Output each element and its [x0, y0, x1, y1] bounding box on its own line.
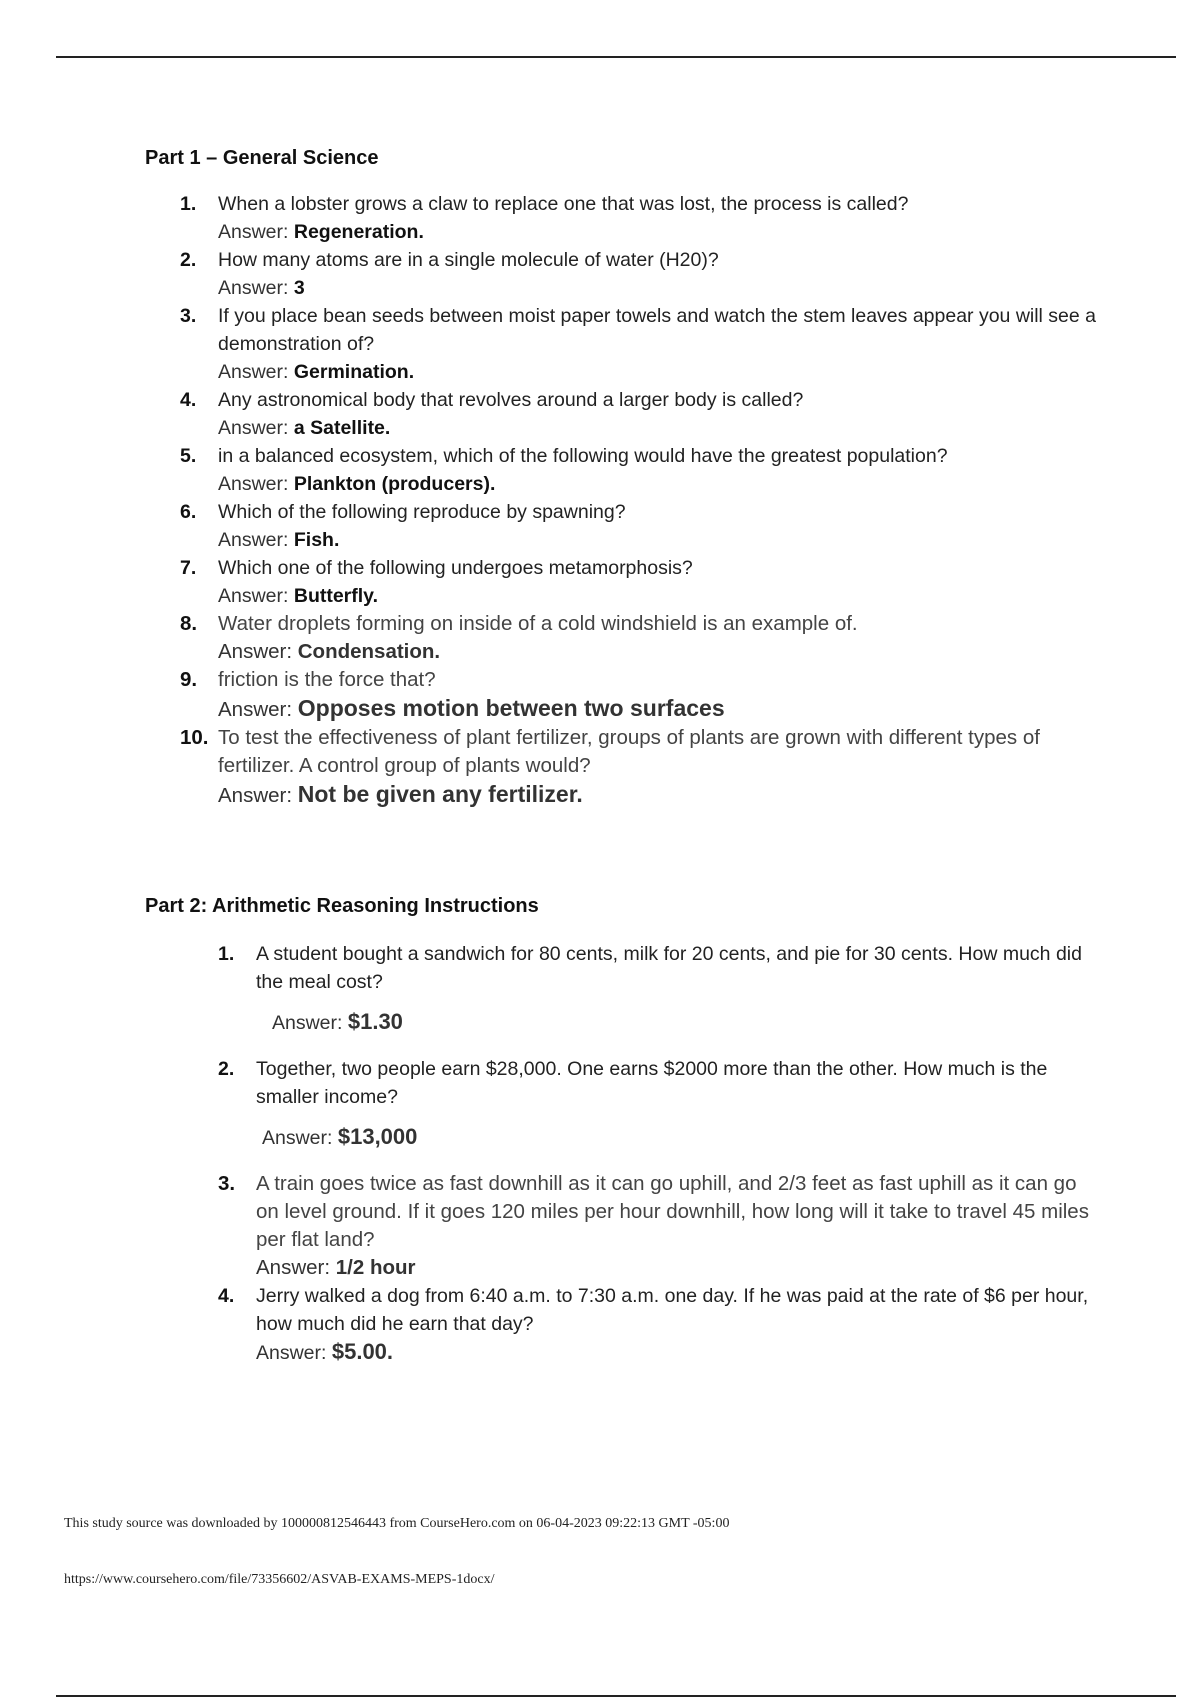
- question-number: 8.: [180, 612, 198, 635]
- answer-label: Answer:: [218, 640, 298, 663]
- question-number: 2.: [218, 1058, 235, 1080]
- answer-line: [218, 582, 1100, 610]
- list-item: [180, 386, 1100, 442]
- list-item: [180, 666, 1100, 724]
- answer-line: [218, 470, 1100, 498]
- list-item: [180, 442, 1100, 498]
- question-text: in a balanced ecosystem, which of the following would have the greatest population?: [218, 445, 948, 467]
- answer-label: Answer:: [218, 221, 294, 243]
- bottom-rule: [56, 1695, 1176, 1697]
- list-item: [180, 302, 1100, 386]
- footer-source-line: This study source was downloaded by 100000812546443 from CourseHero.com on 06-04-2023 09:22:13 GMT -05:00: [64, 1516, 730, 1531]
- answer-value: $13,000: [337, 1124, 418, 1149]
- part2-question-list: [218, 940, 1098, 1367]
- question-text: If you place bean seeds between moist paper towels and watch the stem leaves appear you will see a demonstration of?: [218, 305, 1097, 355]
- answer-line: [218, 780, 1100, 810]
- answer-label: Answer:: [218, 784, 298, 807]
- question-text: A student bought a sandwich for 80 cents, milk for 20 cents, and pie for 30 cents. How much did the meal cost?: [256, 943, 1082, 993]
- question-number: 4.: [218, 1285, 235, 1307]
- question-text: Which of the following reproduce by spawning?: [218, 501, 626, 523]
- question-text: When a lobster grows a claw to replace one that was lost, the process is called?: [218, 193, 909, 215]
- question-number: 2.: [180, 249, 197, 271]
- part1-title: Part 1 – General Science: [145, 147, 379, 169]
- part1-question-list: [180, 190, 1100, 810]
- answer-value: Regeneration.: [293, 221, 424, 243]
- list-item: [180, 610, 1100, 666]
- list-item: [180, 724, 1100, 810]
- answer-label: Answer:: [272, 1012, 348, 1034]
- question-number: 9.: [180, 668, 198, 691]
- list-item: [218, 1170, 1098, 1282]
- question-text: friction is the force that?: [218, 668, 436, 691]
- list-item: [218, 1055, 1098, 1152]
- answer-label: Answer:: [262, 1127, 338, 1149]
- top-rule: [56, 56, 1176, 58]
- list-item: [180, 554, 1100, 610]
- question-number: 7.: [180, 557, 197, 579]
- answer-line: [218, 274, 1100, 302]
- list-item: [218, 1282, 1098, 1367]
- answer-line: [256, 1254, 1098, 1282]
- answer-line: [218, 526, 1100, 554]
- question-text: Together, two people earn $28,000. One earns $2000 more than the other. How much is the smaller income?: [256, 1058, 1048, 1108]
- question-number: 1.: [218, 943, 235, 965]
- answer-label: Answer:: [218, 277, 294, 299]
- answer-label: Answer:: [256, 1342, 332, 1364]
- answer-value: 1/2 hour: [335, 1256, 416, 1279]
- question-number: 5.: [180, 445, 197, 467]
- list-item: [180, 190, 1100, 246]
- answer-line: [256, 1008, 1098, 1037]
- answer-line: [218, 694, 1100, 724]
- answer-label: Answer:: [218, 417, 294, 439]
- question-number: 10.: [180, 726, 209, 749]
- answer-value: a Satellite.: [293, 417, 391, 439]
- question-number: 4.: [180, 389, 197, 411]
- list-item: [180, 498, 1100, 554]
- answer-label: Answer:: [218, 473, 294, 495]
- answer-line: [218, 218, 1100, 246]
- list-item: [180, 246, 1100, 302]
- question-number: 3.: [218, 1172, 236, 1195]
- answer-value: Fish.: [293, 529, 340, 551]
- answer-line: [256, 1338, 1098, 1367]
- answer-value: Not be given any fertilizer.: [297, 781, 583, 807]
- question-text: A train goes twice as fast downhill as it can go uphill, and 2/3 feet as fast uphill as it can go on level ground. If it goes 120 miles per hour downhill, how long will it take to travel 45 miles per flat land?: [256, 1172, 1089, 1251]
- answer-value: Plankton (producers).: [293, 473, 496, 495]
- answer-value: Germination.: [293, 361, 415, 383]
- question-number: 3.: [180, 305, 197, 327]
- answer-value: $5.00.: [331, 1339, 394, 1364]
- question-text: Any astronomical body that revolves around a larger body is called?: [218, 389, 804, 411]
- answer-line: [218, 358, 1100, 386]
- question-text: Jerry walked a dog from 6:40 a.m. to 7:30 a.m. one day. If he was paid at the rate of $6 per hour, how much did he earn that day?: [256, 1285, 1089, 1335]
- question-number: 1.: [180, 193, 197, 215]
- answer-line: [218, 414, 1100, 442]
- footer-url[interactable]: https://www.coursehero.com/file/73356602/ASVAB-EXAMS-MEPS-1docx/: [64, 1572, 495, 1587]
- answer-value: Butterfly.: [293, 585, 379, 607]
- answer-label: Answer:: [256, 1256, 336, 1279]
- question-text: How many atoms are in a single molecule of water (H20)?: [218, 249, 719, 271]
- question-text: Water droplets forming on inside of a cold windshield is an example of.: [218, 612, 858, 635]
- list-item: [218, 940, 1098, 1037]
- question-number: 6.: [180, 501, 197, 523]
- answer-label: Answer:: [218, 361, 294, 383]
- answer-label: Answer:: [218, 529, 294, 551]
- answer-value: Opposes motion between two surfaces: [297, 695, 725, 721]
- answer-value: 3: [293, 277, 305, 299]
- answer-line: [218, 638, 1100, 666]
- answer-value: $1.30: [347, 1009, 403, 1034]
- answer-label: Answer:: [218, 698, 298, 721]
- answer-label: Answer:: [218, 585, 294, 607]
- answer-value: Condensation.: [297, 640, 441, 663]
- question-text: Which one of the following undergoes metamorphosis?: [218, 557, 693, 579]
- question-text: To test the effectiveness of plant fertilizer, groups of plants are grown with different types of fertilizer. A control group of plants would?: [218, 726, 1040, 777]
- part2-title: Part 2: Arithmetic Reasoning Instructions: [145, 895, 539, 917]
- answer-line: [256, 1123, 1098, 1152]
